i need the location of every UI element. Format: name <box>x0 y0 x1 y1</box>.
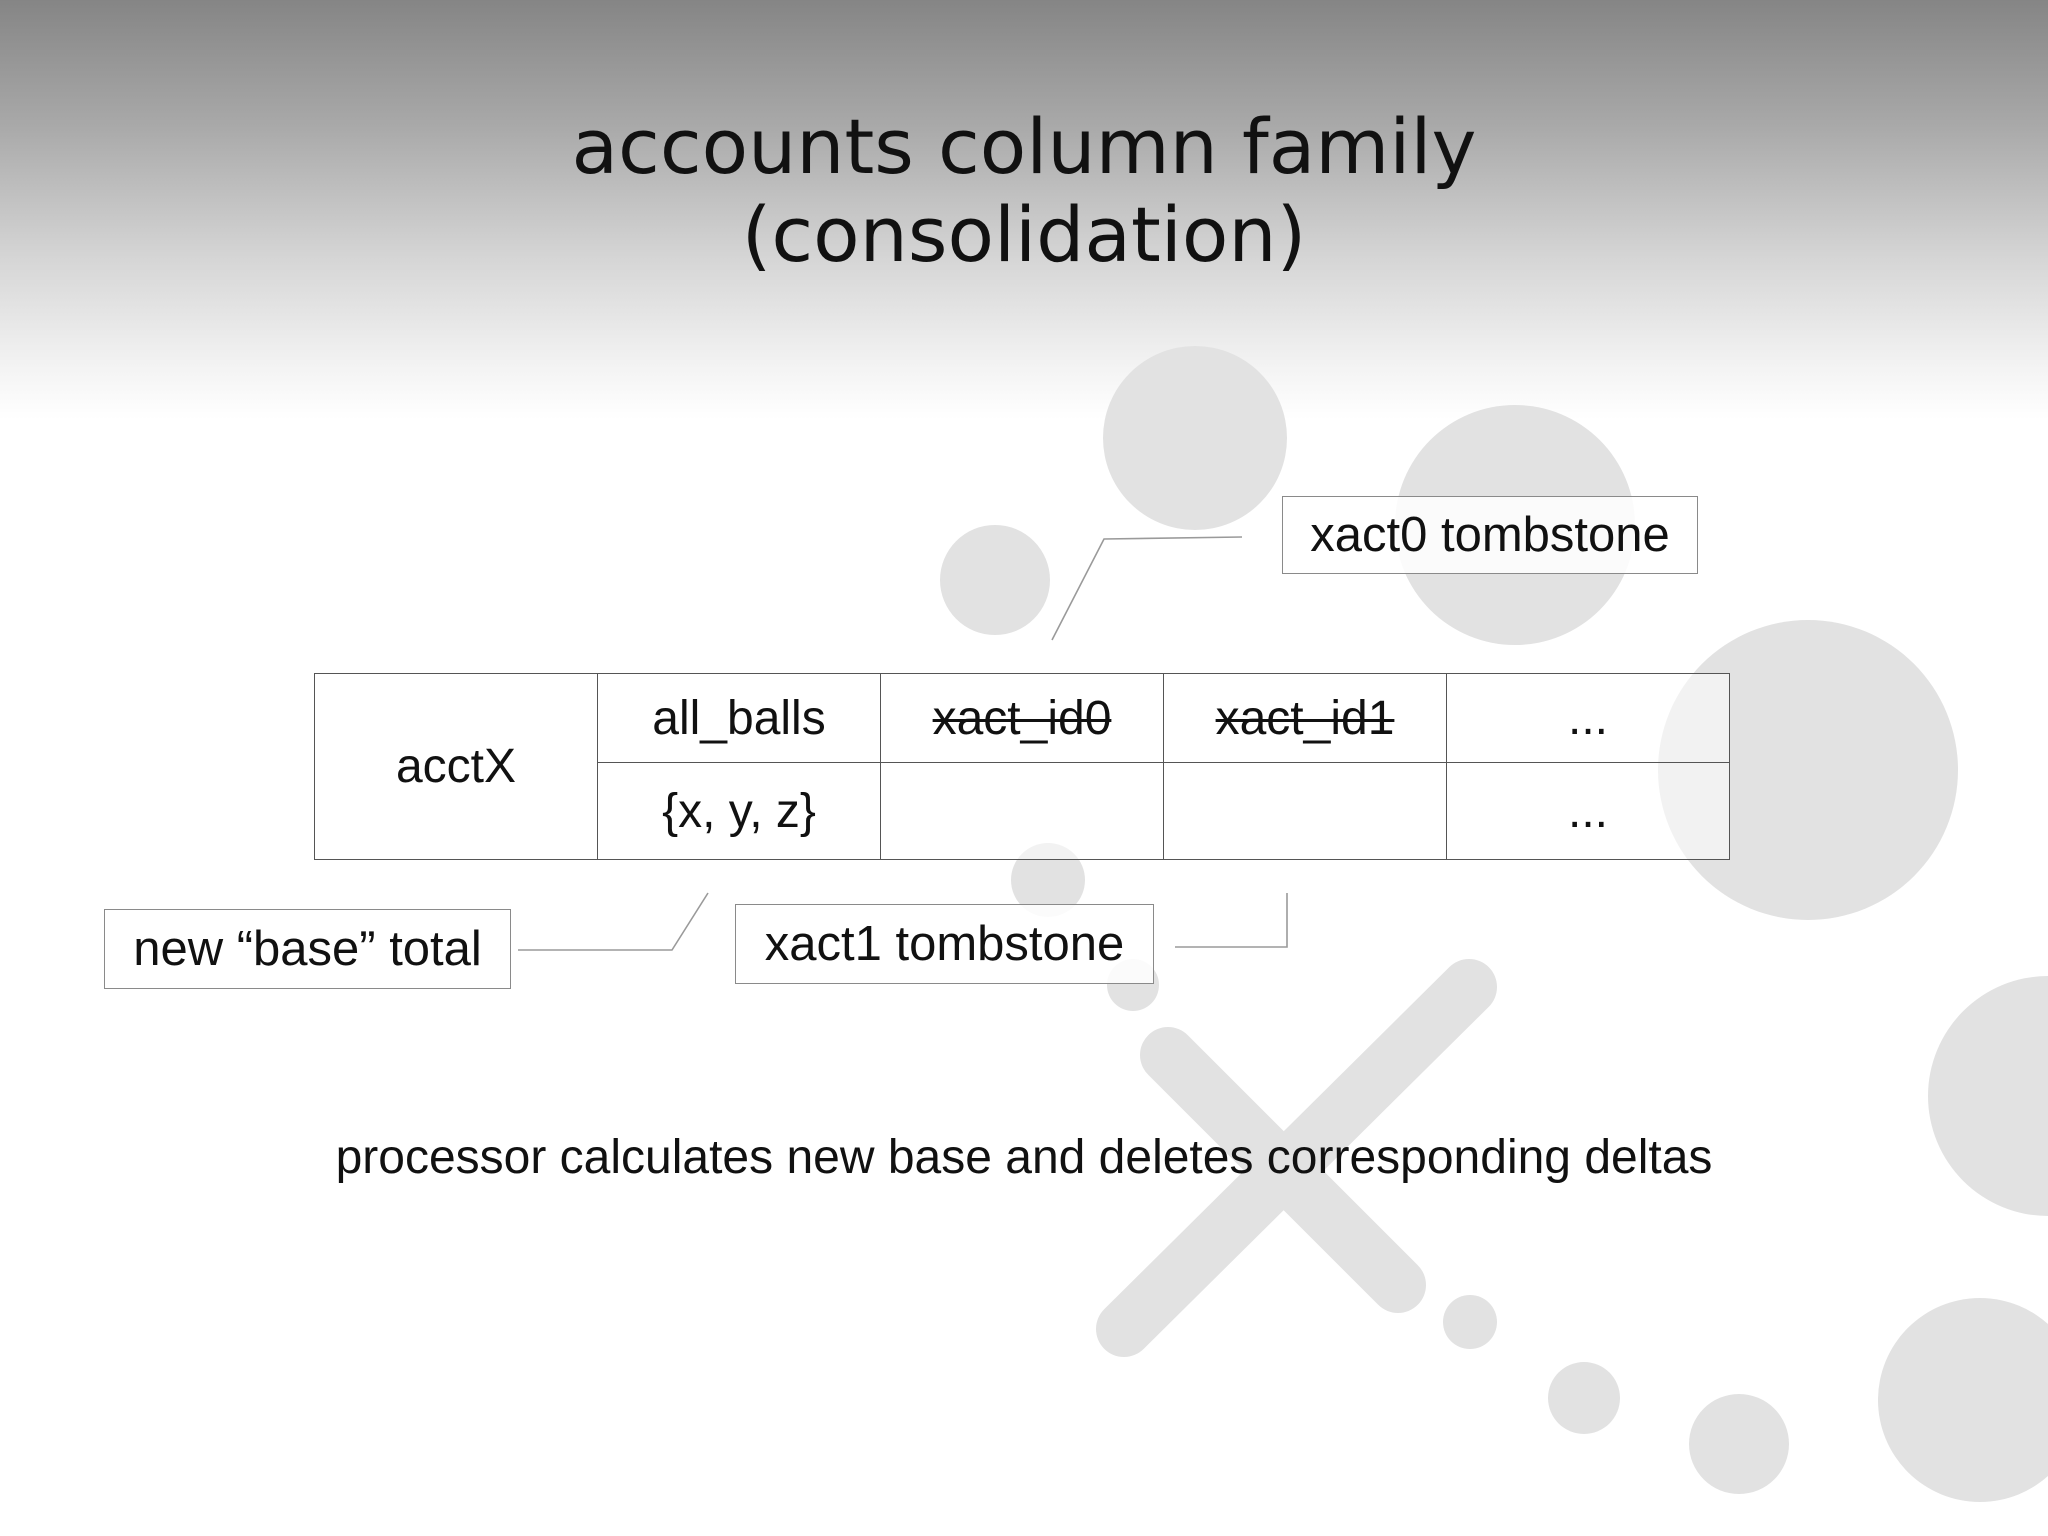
callout-new-base-total: new “base” total <box>104 909 511 989</box>
title-line-2: (consolidation) <box>741 190 1307 279</box>
decor-circle <box>1548 1362 1620 1434</box>
column-value-all-balls: {x, y, z} <box>598 763 881 860</box>
decor-circle <box>1689 1394 1789 1494</box>
decor-circle <box>1928 976 2048 1216</box>
column-value-more: ... <box>1447 763 1730 860</box>
slide-caption: processor calculates new base and deletes corresponding deltas <box>335 1131 1713 1184</box>
column-name-xact-id0: xact_id0 <box>881 674 1164 763</box>
column-value-xact-id0 <box>881 763 1164 860</box>
callout-xact1-tombstone: xact1 tombstone <box>735 904 1154 984</box>
decor-circle <box>1443 1295 1497 1349</box>
slide-title <box>324 103 1724 279</box>
column-name-more: ... <box>1447 674 1730 763</box>
column-name-all-balls: all_balls <box>598 674 881 763</box>
callout-xact0-tombstone: xact0 tombstone <box>1282 496 1698 574</box>
decor-circle <box>1103 346 1287 530</box>
column-value-xact-id1 <box>1164 763 1447 860</box>
column-name-xact-id1: xact_id1 <box>1164 674 1447 763</box>
table-row-names <box>315 674 1730 763</box>
decor-circle <box>1878 1298 2048 1502</box>
decor-circle <box>940 525 1050 635</box>
title-line-1: accounts column family <box>571 102 1477 191</box>
column-family-table <box>314 673 1730 860</box>
row-key-cell: acctX <box>315 674 598 860</box>
